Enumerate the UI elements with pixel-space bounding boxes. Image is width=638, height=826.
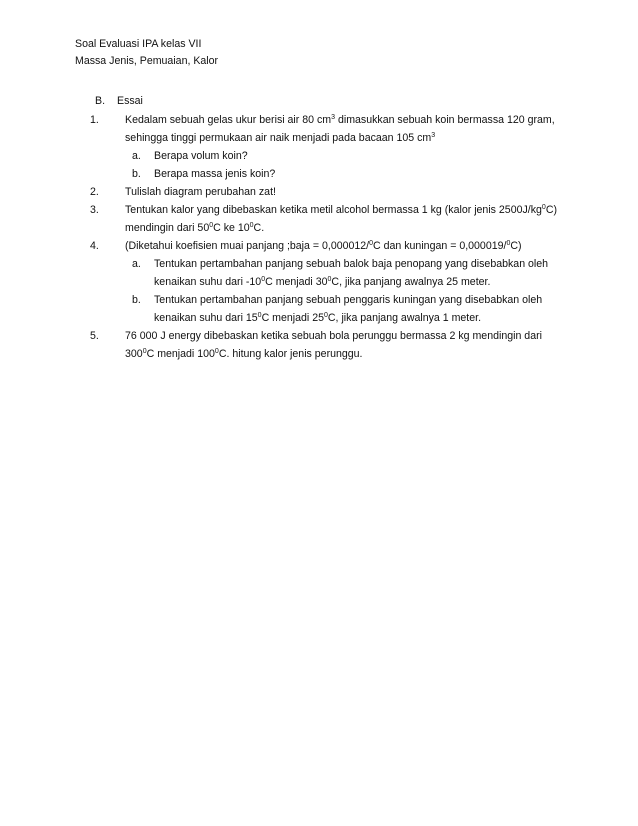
question-number: 5. [90, 330, 99, 342]
question-number: 1. [90, 114, 99, 126]
section-letter: B. [95, 95, 106, 107]
question-2 [90, 184, 565, 202]
question-3 [90, 202, 565, 238]
section-heading [95, 93, 565, 110]
sub-question-b: b. Berapa massa jenis koin? [132, 168, 276, 180]
question-5 [90, 328, 565, 364]
question-text-line: Tulislah diagram perubahan zat! [125, 186, 276, 198]
header-title: Soal Evaluasi IPA kelas VII [75, 38, 202, 50]
question-text-line: (Diketahui koefisien muai panjang ;baja = 0,000012/$^0$C dan kuningan = 0,000019/$^0$C) [125, 240, 522, 252]
sub-question-a: a. Tentukan pertambahan panjang sebuah balok baja penopang yang disebabkan oleh kenaikan suhu dari $-10^0C$ menjadi $30^0C$, jika panjang awalnya 25 meter. [132, 258, 549, 288]
question-text-line: mendingin dari $50^0C$ ke $10^0C$. [125, 222, 265, 234]
question-number: 3. [90, 204, 99, 216]
document-header [75, 36, 218, 70]
question-text-line: Tentukan kalor yang dibebaskan ketika metil alcohol bermassa 1 kg (kalor jenis $2500J/kg^0C$) [125, 204, 558, 216]
sub-question-b: b. Tentukan pertambahan panjang sebuah penggaris kuningan yang disebabkan oleh kenaikan suhu dari $15^0C$ menjadi $25^0C$, jika panjang awalnya 1 meter. [132, 294, 543, 324]
question-4 [90, 238, 565, 328]
question-1 [90, 112, 565, 184]
question-number: 4. [90, 240, 99, 252]
essay-section [90, 93, 565, 364]
question-text-line: $300^0C$ menjadi $100^0C$. hitung kalor jenis perunggu. [125, 348, 363, 360]
section-title: Essai [117, 95, 143, 107]
sub-question-a: a. Berapa volum koin? [132, 150, 248, 162]
question-text-line: 76 000 J energy dibebaskan ketika sebuah bola perunggu bermassa 2 kg mendingin dari [125, 330, 542, 342]
question-text-line: sehingga tinggi permukaan air naik menjadi pada bacaan 105 $cm^3$ [125, 132, 436, 144]
header-subtitle: Massa Jenis, Pemuaian, Kalor [75, 55, 219, 67]
question-number: 2. [90, 186, 99, 198]
question-text-line: Kedalam sebuah gelas ukur berisi air 80 $cm^3$ dimasukkan sebuah koin bermassa 120 gram, [125, 114, 555, 126]
